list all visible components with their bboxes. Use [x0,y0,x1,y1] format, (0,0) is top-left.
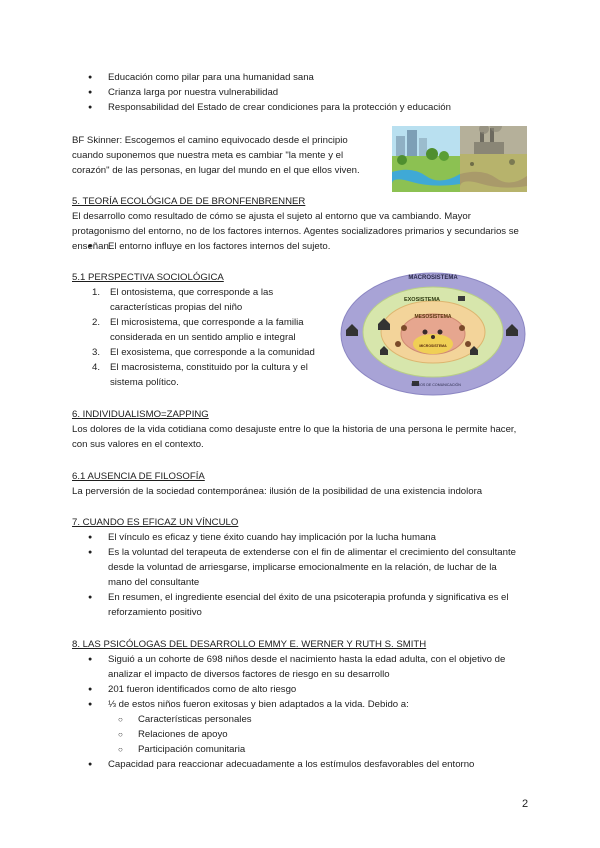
factory [474,142,504,154]
mesosystem-label: MESOSISTEMA [414,314,452,320]
section-5-heading: 5. TEORÍA ECOLÓGICA DE DE BRONFENBRENNER [72,196,306,207]
section-5-1-list [90,285,335,390]
intro-bullet-list [88,70,523,115]
exosystem-label: EXOSISTEMA [403,297,441,303]
tree [426,148,438,160]
section-8-bullets [88,652,523,772]
section-5-1-heading: 5.1 PERSPECTIVA SOCIOLÓGICA [72,272,224,283]
section-5-text: El desarrollo como resultado de cómo se ajusta el sujeto al entorno que va cambiando. Mayor protagonismo del entorno, no de los factores internos. Agentes socializadores primarios y secundarios se enseñan. [72,211,519,252]
friends-icon [459,325,465,331]
list-item: 2. El microsistema, que corresponde a la familia considerada en un sentido amplio e integral [92,317,304,343]
list-item: ● Educación como pilar para una humanidad sana [88,70,523,85]
list-item: ● Siguió a un cohorte de 698 niños desde el nacimiento hasta la edad adulta, con el objetivo de analizar el impacto de diversos factores de riesgo en su desarrollo [88,652,523,682]
section-5-bullets [88,239,523,254]
microsystem-label: MICROSISTEMA [419,344,447,348]
macrosystem-label: MACROSISTEMA [408,275,458,281]
building [396,136,405,156]
tv-icon [458,296,465,301]
building [419,138,427,156]
list-item: ● El entorno influye en los factores internos del sujeto. [88,239,523,254]
section-6-1-heading: 6.1 AUSENCIA DE FILOSOFÍA [72,471,205,482]
sub-list-item: ○ Participación comunitaria [88,742,523,757]
health-icon [465,341,471,347]
page-number: 2 [522,798,529,810]
section-7-heading: 7. CUANDO ES EFICAZ UN VÍNCULO [72,517,239,528]
sub-list-item: ○ Relaciones de apoyo [88,727,523,742]
sub-list-item: ○ Características personales [88,712,523,727]
list-item: ● El vínculo es eficaz y tiene éxito cuando hay implicación por la lucha humana [88,530,523,545]
list-item: ● 201 fueron identificados como de alto riesgo [88,682,523,697]
list-item: ● ⅓ de estos niños fueron exitosas y bien adaptados a la vida. Debido a: [88,697,523,712]
neighbours-icon [395,341,401,347]
section-6-heading: 6. INDIVIDUALISMO=ZAPPING [72,409,209,420]
list-item: ● Crianza larga por nuestra vulnerabilidad [88,85,523,100]
section-6-1-text: La perversión de la sociedad contemporánea: ilusión de la posibilidad de una existencia indolora [72,486,483,497]
list-item: ● Es la voluntad del terapeuta de extenderse con el fin de alimentar el crecimiento del consultante desde la voluntad de arriesgarse, implicarse emocionalmente en la relación, de luchar de la mano del consultante [88,545,523,590]
tree [439,151,449,161]
tree [397,155,407,165]
school-icon [401,325,407,331]
list-item: 3. El exosistema, que corresponde a la comunidad [92,347,315,358]
child-icon [431,335,435,339]
skinner-quote: BF Skinner: Escogemos el camino equivocado desde el principio cuando suponemos que nuestra meta es cambiar "la mente y el corazón" de las personas, en lugar del mundo en el que ellos viven. [72,135,360,176]
trash [470,162,474,166]
family-icon [423,330,428,335]
section-6-text: Los dolores de la vida cotidiana como desajuste entre lo que la historia de una persona le permite hacer, con sus valores en el contexto. [72,424,517,450]
media-label: MEDIOS DE COMUNICACIÓN [411,383,461,387]
list-item: ● Responsabilidad del Estado de crear condiciones para la protección y educación [88,100,523,115]
environment-illustration [392,126,527,192]
section-8-heading: 8. LAS PSICÓLOGAS DEL DESARROLLO EMMY E. WERNER Y RUTH S. SMITH [72,639,427,650]
building [407,130,417,156]
trash [509,159,515,165]
section-7-bullets [88,530,523,620]
list-item: ● En resumen, el ingrediente esencial del éxito de una psicoterapia profunda y significativa es el reforzamiento positivo [88,590,523,620]
list-item: 4. El macrosistema, constituido por la cultura y el sistema político. [92,362,308,388]
ecological-systems-diagram [340,268,526,396]
list-item: 1. El ontosistema, que corresponde a las características propias del niño [92,287,274,313]
family-icon [438,330,443,335]
list-item: ● Capacidad para reaccionar adecuadamente a los estímulos desfavorables del entorno [88,757,523,772]
